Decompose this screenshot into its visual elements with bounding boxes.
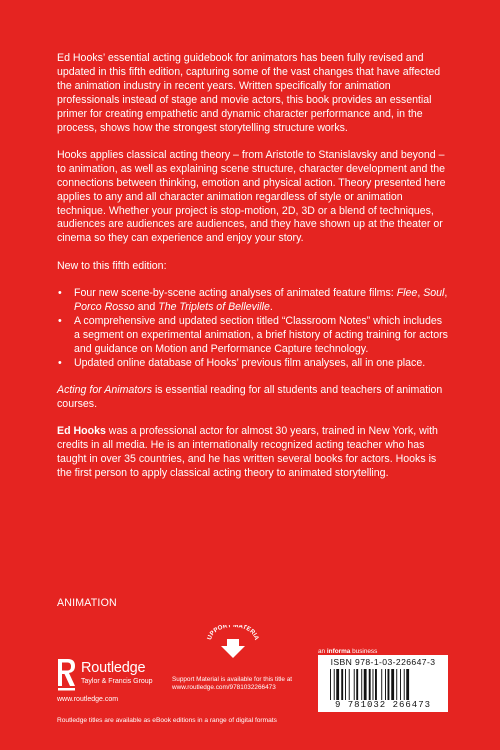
support-line: Support Material is available for this title at	[172, 676, 293, 683]
list-item	[57, 357, 449, 371]
bullet-icon: •	[58, 356, 62, 369]
book-title: Acting for Animators	[57, 384, 152, 397]
film-title: Porco Rosso	[74, 301, 135, 314]
informa-suffix: business	[350, 648, 378, 655]
publisher-website: www.routledge.com	[57, 696, 119, 703]
subject-category: ANIMATION	[57, 597, 117, 609]
new-edition-intro: New to this fifth edition:	[57, 259, 167, 272]
informa-business-label	[318, 648, 377, 655]
separator: and	[134, 301, 159, 314]
publisher-subtitle: Taylor & Francis Group	[81, 678, 153, 685]
feature-text: A comprehensive and updated section titled “Classroom Notes” which includes a segment on experimental animation, a brief history of acting training for actors and guidance on Motion and Performance Capture technology.	[74, 315, 448, 355]
list-item	[57, 287, 449, 315]
bullet-icon: •	[58, 315, 62, 327]
bullet-icon: •	[58, 287, 62, 300]
separator: .	[269, 301, 273, 314]
feature-text: Four new scene-by-scene acting analyses of animated feature films:	[74, 287, 394, 300]
ebook-note: Routledge titles are available as eBook editions in a range of digital formats	[57, 717, 277, 724]
theory-paragraph: Hooks applies classical acting theory – from Aristotle to Stanislavsky and beyond – to animation, as well as explaining scene structure, character development and the connections between thinking, emotion and physical action. Theory presented here applies to any and all character animation regardless of style or animation technique. Whether your project is stop-motion, 2D, 3D or a blend of techniques, audiences are audiences are audiences, and they have shown up at the theater or cinema so they can experience and enjoy your story.	[57, 148, 446, 245]
barcode-icon	[330, 669, 436, 700]
separator: ,	[417, 287, 424, 300]
separator: ,	[444, 287, 448, 300]
barcode-box	[318, 655, 448, 712]
support-material-text	[172, 676, 322, 692]
informa-prefix: an	[318, 648, 327, 655]
download-arrow-icon	[203, 625, 263, 661]
film-title: The Triplets of Belleville	[158, 301, 270, 314]
barcode-digits: 9 781032 266473	[334, 700, 431, 710]
routledge-r-icon	[57, 658, 77, 692]
list-item	[57, 315, 449, 357]
feature-list	[57, 287, 449, 370]
informa-brand: informa	[326, 648, 351, 655]
support-badge-label: UPPORT MATERIA	[206, 625, 261, 642]
author-bio	[57, 425, 449, 481]
isbn-number: ISBN 978-1-03-226647-3	[330, 657, 436, 667]
film-title: Flee	[396, 287, 418, 300]
description-paragraph: Ed Hooks’ essential acting guidebook for animators has been fully revised and updated in this fifth edition, capturing some of the vast changes that have affected the animation industry in recent years. Written specifically for animation professionals instead of stage and movie actors, this book provides an essential primer for creating empathetic and dynamic character performance and, in the process, shows how the strongest storytelling structure works.	[57, 52, 441, 134]
closing-paragraph	[57, 384, 449, 412]
author-bio-text: was a professional actor for almost 30 years, trained in New York, with credits in all media. He is an internationally recognized acting teacher who has taught in over 35 countries, and he has written several books for actors. Hooks is the first person to apply classical acting theory to animated storytelling.	[57, 425, 438, 480]
publisher-name: Routledge	[81, 660, 146, 676]
support-url[interactable]: www.routledge.com/9781032266473	[172, 684, 276, 691]
feature-text: Updated online database of Hooks’ previous film analyses, all in one place.	[74, 356, 426, 369]
back-cover-blurb	[57, 52, 449, 495]
closing-text: is essential reading for all students and teachers of animation courses.	[57, 384, 443, 411]
support-material-badge	[203, 625, 263, 661]
author-name: Ed Hooks	[57, 425, 106, 438]
film-title: Soul	[423, 287, 445, 300]
